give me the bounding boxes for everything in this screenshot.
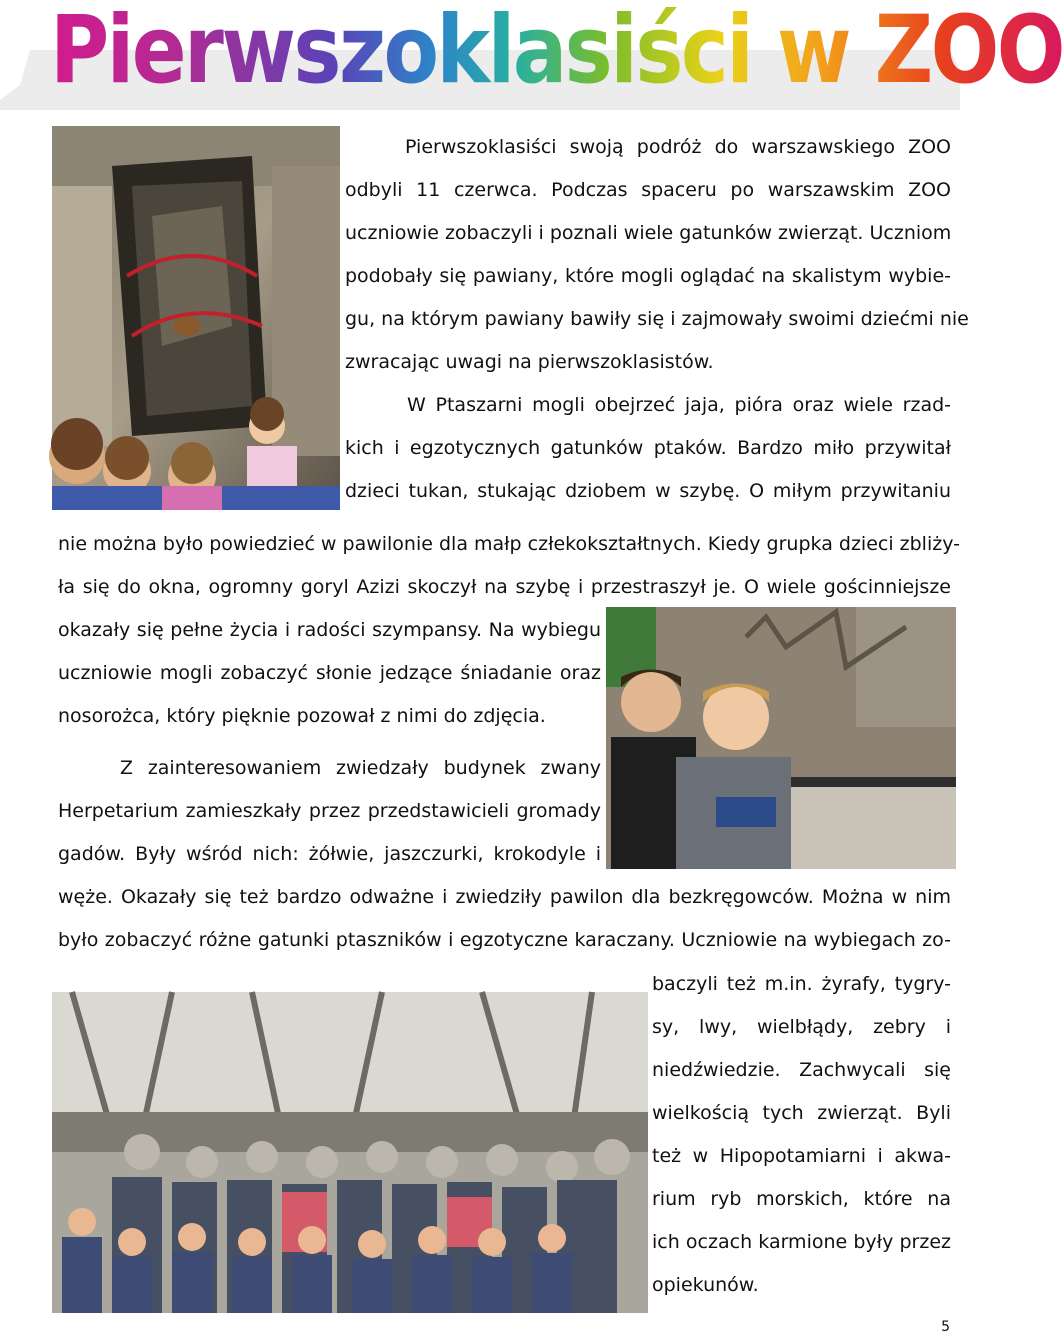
page-title: Pierwszoklasiści w ZOO: [50, 0, 1063, 106]
text-line: dzieci tukan, stukając dziobem w szybę. O miłym przywitaniu: [345, 480, 951, 502]
text-line: ła się do okna, ogromny goryl Azizi skoczył na szybę i przestraszył je. O wiele gościnniejsze: [58, 576, 951, 598]
paragraph-animals: [652, 963, 951, 1307]
text-line: rium ryb morskich, które na: [652, 1188, 951, 1210]
text-line: niedźwiedzie. Zachwycali się: [652, 1059, 951, 1081]
text-line: opiekunów.: [652, 1274, 759, 1296]
text-line: W Ptaszarni mogli obejrzeć jaja, pióra oraz wiele rzad-: [407, 394, 951, 416]
text-line: ich oczach karmione były przez: [652, 1231, 951, 1253]
text-line: sy, lwy, wielbłądy, zebry i: [652, 1016, 951, 1038]
two-boys-photo: [606, 607, 956, 869]
text-line: kich i egzotycznych gatunków ptaków. Bardzo miło przywitał: [345, 437, 951, 459]
text-line: uczniowie mogli zobaczyć słonie jedzące śniadanie oraz: [58, 662, 601, 684]
paragraph-baboons: [345, 126, 969, 513]
page-number: 5: [941, 1319, 950, 1335]
text-line: gu, na którym pawiany bawiły się i zajmowały swoimi dziećmi nie: [345, 308, 969, 330]
baboon-cave-photo: [52, 126, 340, 510]
paragraph-elephants: [58, 609, 601, 738]
paragraph-invertebrates: [58, 876, 951, 962]
text-line: węże. Okazały się też bardzo odważne i zwiedziły pawilon dla bezkręgowców. Można w nim: [58, 886, 951, 908]
text-line: było zobaczyć różne gatunki ptaszników i egzotyczne karaczany. Uczniowie na wybiegach zo-: [58, 929, 951, 951]
text-line: nosorożca, który pięknie pozował z nimi do zdjęcia.: [58, 705, 546, 727]
text-line: Z zainteresowaniem zwiedzały budynek zwany: [120, 757, 601, 779]
text-line: gadów. Były wśród nich: żółwie, jaszczurki, krokodyle i: [58, 843, 601, 865]
text-line: też w Hipopotamiarni i akwa-: [652, 1145, 951, 1167]
text-line: baczyli też m.in. żyrafy, tygry-: [652, 973, 951, 995]
text-line: uczniowie zobaczyli i poznali wiele gatunków zwierząt. Uczniom: [345, 222, 952, 244]
title-banner: [0, 0, 1063, 110]
text-line: odbyli 11 czerwca. Podczas spaceru po warszawskim ZOO: [345, 179, 951, 201]
text-line: podobały się pawiany, które mogli oglądać na skalistym wybie-: [345, 265, 951, 287]
text-line: nie można było powiedzieć w pawilonie dla małp człekokształtnych. Kiedy grupka dzieci zbliży-: [58, 533, 960, 555]
paragraph-apes: [58, 523, 960, 609]
text-line: Pierwszoklasiści swoją podróż do warszawskiego ZOO: [405, 136, 951, 158]
paragraph-herpetarium: [58, 747, 601, 876]
group-photo: [52, 992, 648, 1313]
text-line: wielkością tych zwierząt. Byli: [652, 1102, 951, 1124]
text-line: Herpetarium zamieszkały przez przedstawicieli gromady: [58, 800, 601, 822]
text-line: zwracając uwagi na pierwszoklasistów.: [345, 351, 714, 373]
text-line: okazały się pełne życia i radości szympansy. Na wybiegu: [58, 619, 601, 641]
